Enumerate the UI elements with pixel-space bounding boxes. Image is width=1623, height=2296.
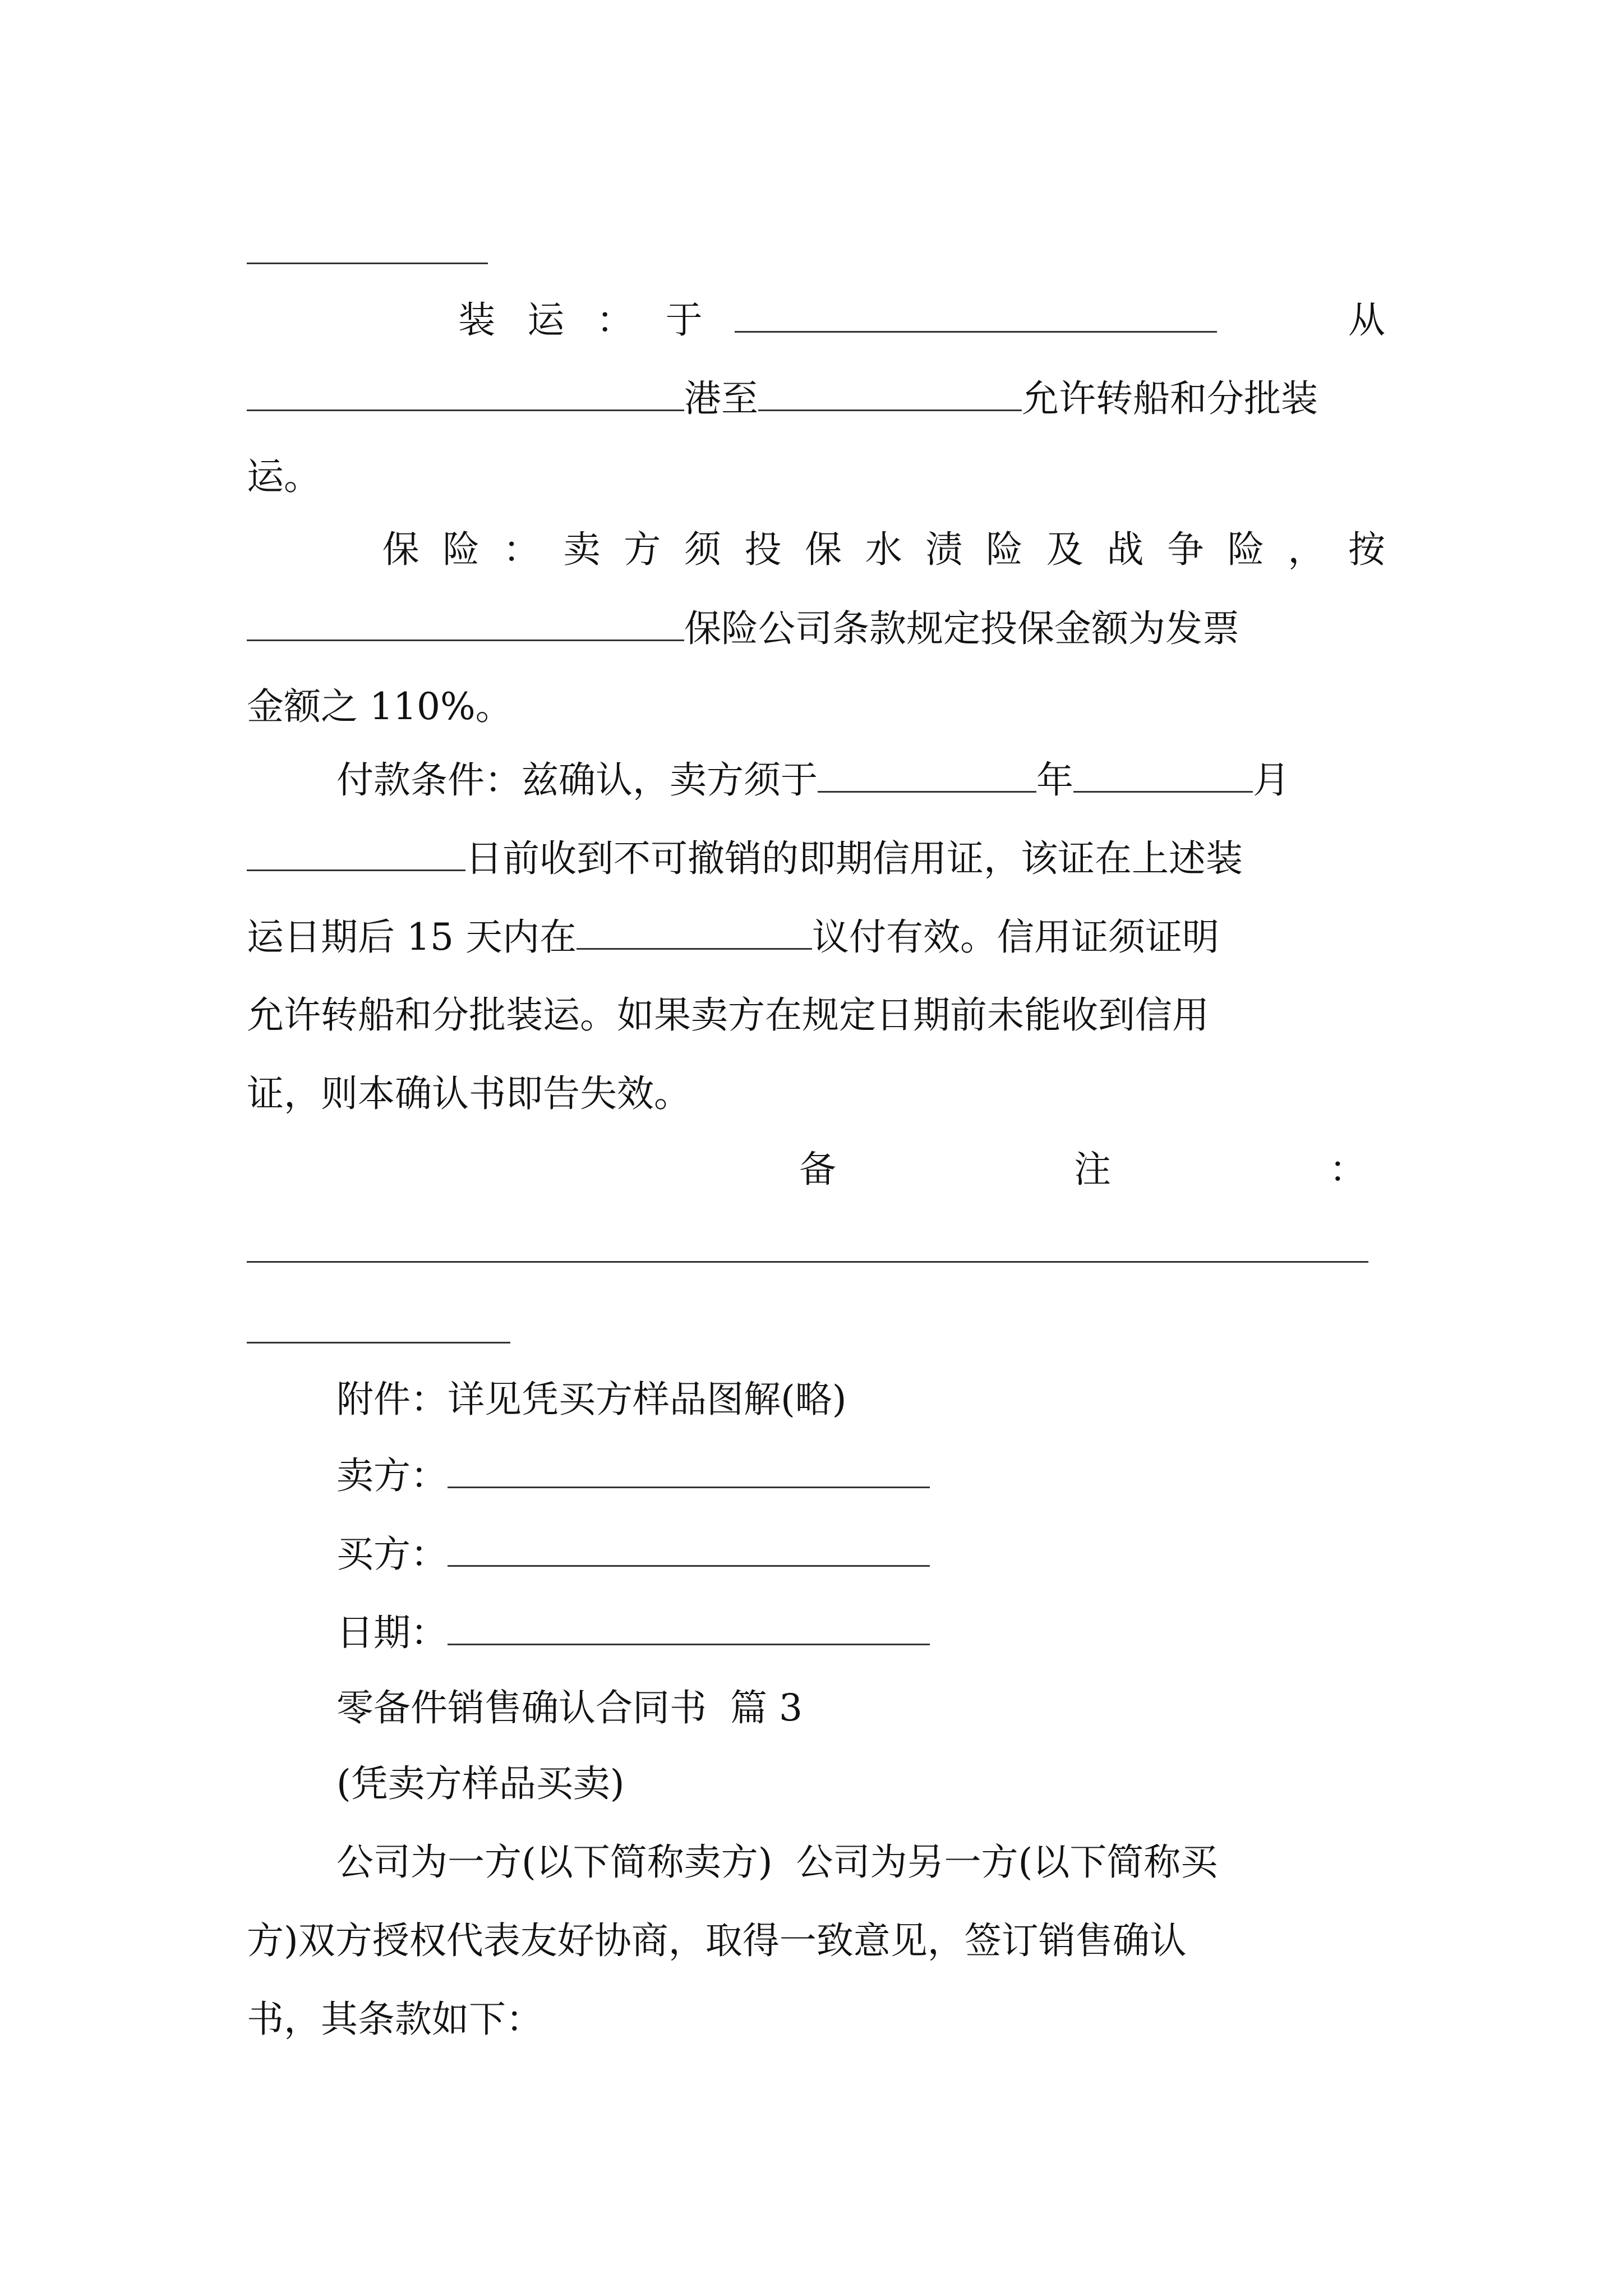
day-blank: [247, 830, 465, 871]
insurance-char: 险: [442, 528, 480, 571]
shipment-char: 于: [665, 298, 703, 342]
buyer-blank: [448, 1526, 930, 1567]
insurance-char: 投: [744, 528, 782, 571]
insurance-char: 按: [1348, 528, 1385, 571]
payment-line-3: [247, 909, 1385, 965]
payment-text-5: 证，则本确认书即告失效。: [247, 1072, 691, 1115]
year-text: 年: [1036, 758, 1073, 802]
payment-text-3a: 运日期后 15 天内在: [247, 915, 577, 959]
insurance-char: ：: [502, 528, 540, 571]
section-title-text: 零备件销售确认合同书 篇 3: [336, 1686, 803, 1729]
shipment-end-text: 运。: [247, 455, 321, 498]
insurance-char: 争: [1166, 528, 1204, 571]
seller-label: 卖方：: [336, 1454, 448, 1497]
insurance-char: 保: [805, 528, 842, 571]
insurer-blank: [247, 600, 684, 641]
insurance-line-1: [247, 522, 1385, 578]
intro-text-1: 公司为一方(以下简称卖方) 公司为另一方(以下简称买: [336, 1841, 1218, 1884]
destination-port-blank: [758, 370, 1022, 411]
insurance-line-3: [247, 679, 1385, 735]
shipment-line-1: [247, 292, 1385, 348]
payment-lead-text: 付款条件：兹确认，卖方须于: [336, 758, 818, 802]
insurance-char: 须: [684, 528, 721, 571]
shipment-line-3: [247, 449, 1385, 505]
shipment-from: 从: [1348, 298, 1385, 342]
insurance-text-2: 保险公司条款规定投保金额为发票: [684, 607, 1239, 650]
attachment-text: 附件：详见凭买方样品图解(略): [336, 1378, 847, 1421]
section-title: [336, 1680, 1385, 1736]
insurance-char: 险: [986, 528, 1023, 571]
shipment-char: 运: [527, 298, 565, 342]
insurance-char: 险: [1227, 528, 1265, 571]
payment-line-2: [247, 830, 1385, 887]
month-text: 月: [1253, 758, 1290, 802]
insurance-char: 水: [865, 528, 902, 571]
year-blank: [818, 752, 1036, 793]
intro-line-2: [247, 1913, 1385, 1969]
intro-line-1: [336, 1834, 1385, 1890]
insurance-char: 卖: [563, 528, 601, 571]
date-signature-line: [336, 1604, 1385, 1661]
payment-line-4: [247, 987, 1385, 1043]
negotiation-place-blank: [577, 909, 812, 950]
payment-text-2: 日前收到不可撤销的即期信用证，该证在上述装: [465, 837, 1243, 880]
remarks-char: 备: [799, 1148, 836, 1191]
section-subtitle-text: (凭卖方样品买卖): [336, 1762, 625, 1805]
shipment-tail-text: 允许转船和分批装: [1022, 377, 1318, 420]
remarks-char: 注: [1074, 1148, 1111, 1191]
insurance-char: 渍: [925, 528, 963, 571]
shipment-date-blank: [735, 292, 1217, 333]
fill-in-line: [247, 263, 488, 264]
insurance-char: 战: [1106, 528, 1144, 571]
month-blank: [1073, 752, 1253, 793]
insurance-text-3: 金额之 110%。: [247, 685, 513, 728]
seller-signature-line: [336, 1447, 1385, 1504]
section-subtitle: [336, 1756, 1385, 1812]
remarks-blank-line: [247, 1261, 1368, 1263]
buyer-signature-line: [336, 1526, 1385, 1582]
intro-text-3: 书，其条款如下：: [247, 1998, 543, 2041]
shipment-char: 装: [458, 298, 496, 342]
intro-line-3: [247, 1991, 1385, 2047]
insurance-char: 及: [1046, 528, 1083, 571]
date-blank: [448, 1604, 930, 1645]
buyer-label: 买方：: [336, 1533, 448, 1576]
attachment-line: [336, 1372, 1385, 1428]
remarks-blank-line: [247, 1342, 510, 1343]
remarks-char: ：: [1329, 1148, 1366, 1191]
port-to-text: 港至: [684, 377, 758, 420]
seller-blank: [448, 1447, 930, 1488]
intro-text-2: 方)双方授权代表友好协商，取得一致意见，签订销售确认: [247, 1919, 1187, 1962]
insurance-line-2: [247, 600, 1385, 657]
insurance-char: 方: [624, 528, 661, 571]
insurance-char: ，: [1288, 528, 1325, 571]
shipment-line-2: [247, 370, 1385, 427]
payment-line-1: [336, 752, 1385, 808]
origin-port-blank: [247, 370, 684, 411]
insurance-char: 保: [382, 528, 419, 571]
shipment-char: ：: [596, 298, 634, 342]
payment-text-4: 允许转船和分批装运。如果卖方在规定日期前未能收到信用: [247, 993, 1209, 1037]
payment-line-5: [247, 1066, 1385, 1122]
payment-text-3b: 议付有效。信用证须证明: [811, 915, 1219, 959]
date-label: 日期：: [336, 1611, 448, 1654]
